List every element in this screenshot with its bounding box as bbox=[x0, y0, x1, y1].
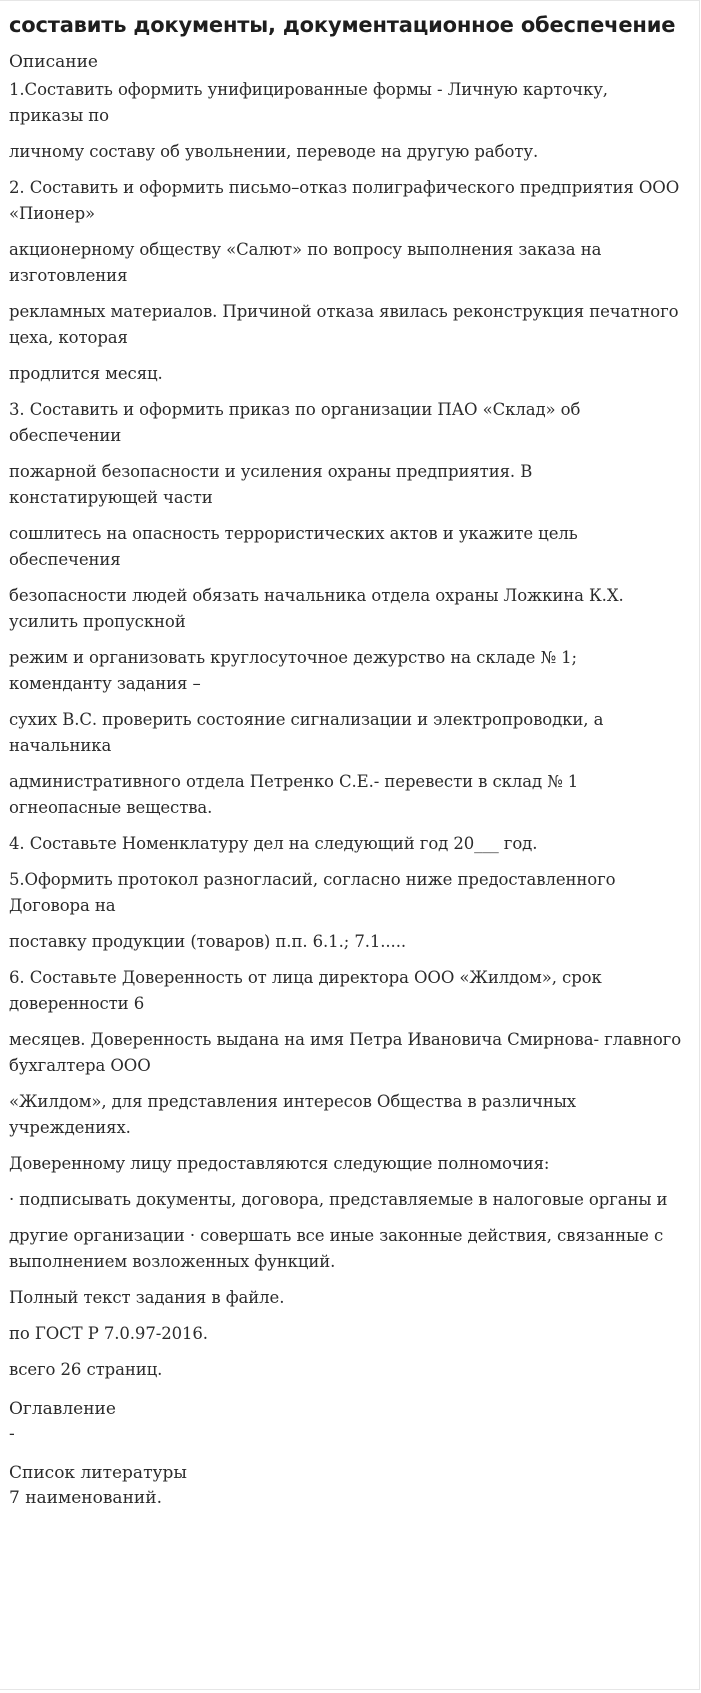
toc-value: - bbox=[9, 1424, 15, 1444]
description-paragraph: Доверенному лицу предоставляются следующие полномочия: bbox=[9, 1154, 550, 1173]
description-paragraph: 6. Составьте Доверенность от лица директора ООО «Жилдом», срок доверенности 6 bbox=[9, 968, 602, 1013]
description-paragraph: Полный текст задания в файле. bbox=[9, 1288, 285, 1307]
description-paragraph: «Жилдом», для представления интересов Общества в различных учреждениях. bbox=[9, 1092, 576, 1137]
description-paragraph: месяцев. Доверенность выдана на имя Петра Ивановича Смирнова- главного бухгалтера ООО bbox=[9, 1030, 682, 1075]
page-title: составить документы, документационное обеспечение bbox=[9, 13, 676, 37]
description-label: Описание bbox=[9, 52, 98, 72]
description-paragraph: всего 26 страниц. bbox=[9, 1360, 163, 1379]
description-paragraph: личному составу об увольнении, переводе на другую работу. bbox=[9, 142, 539, 161]
description-paragraph: 5.Оформить протокол разногласий, согласно ниже предоставленного Договора на bbox=[9, 870, 616, 915]
description-paragraph: акционерному обществу «Салют» по вопросу выполнения заказа на изготовления bbox=[9, 240, 602, 285]
description-paragraph: другие организации · совершать все иные законные действия, связанные с выполнением возложенных функций. bbox=[9, 1226, 664, 1271]
description-paragraph: административного отдела Петренко С.Е.- перевести в склад № 1 огнеопасные вещества. bbox=[9, 772, 579, 817]
description-paragraph: сухих В.С. проверить состояние сигнализации и электропроводки, а начальника bbox=[9, 710, 604, 755]
description-paragraph: поставку продукции (товаров) п.п. 6.1.; 7.1..... bbox=[9, 932, 406, 951]
description-paragraph: пожарной безопасности и усиления охраны предприятия. В констатирующей части bbox=[9, 462, 533, 507]
description-paragraph: рекламных материалов. Причиной отказа явилась реконструкция печатного цеха, которая bbox=[9, 302, 679, 347]
description-paragraph: 4. Составьте Номенклатуру дел на следующий год 20___ год. bbox=[9, 834, 538, 853]
description-paragraph: продлится месяц. bbox=[9, 364, 163, 383]
description-paragraph: безопасности людей обязать начальника отдела охраны Ложкина К.Х. усилить пропускной bbox=[9, 586, 624, 631]
description-paragraph: 2. Составить и оформить письмо–отказ полиграфического предприятия ООО «Пионер» bbox=[9, 178, 680, 223]
description-paragraph: 1.Составить оформить унифицированные формы - Личную карточку, приказы по bbox=[9, 80, 608, 125]
description-body bbox=[9, 77, 683, 1383]
description-paragraph: сошлитесь на опасность террористических актов и укажите цель обеспечения bbox=[9, 524, 578, 569]
description-paragraph: по ГОСТ Р 7.0.97-2016. bbox=[9, 1324, 208, 1343]
description-paragraph: 3. Составить и оформить приказ по организации ПАО «Склад» об обеспечении bbox=[9, 400, 581, 445]
description-paragraph: режим и организовать круглосуточное дежурство на складе № 1; коменданту задания – bbox=[9, 648, 577, 693]
description-paragraph: · подписывать документы, договора, представляемые в налоговые органы и bbox=[9, 1190, 668, 1209]
references-label: Список литературы bbox=[9, 1463, 187, 1483]
toc-label: Оглавление bbox=[9, 1399, 116, 1419]
references-value: 7 наименований. bbox=[9, 1488, 162, 1508]
